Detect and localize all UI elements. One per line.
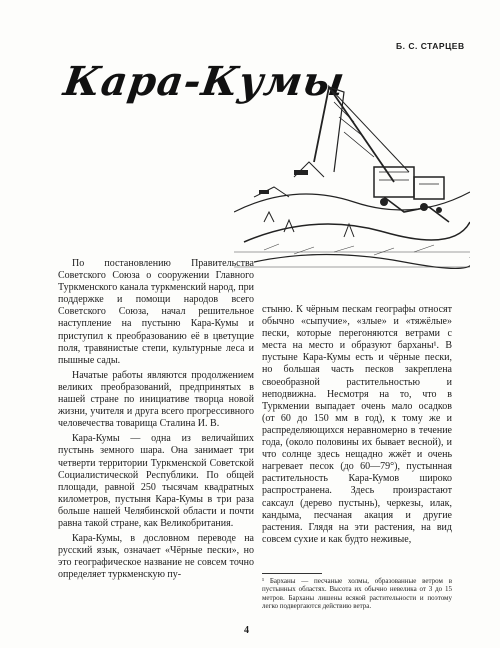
paragraph: По постановлению Правительства Советского Союза о сооружении Главного Туркменского канала туркменский народ, при поддержке и помощи народов всего Советского Союза, начал решительное наступление на пустыню Кара-Кумы и приступил к преобразованию её в цветущие поля, травянистые степи, культурные леса и пышные сады. <box>58 258 254 366</box>
footnote: ¹ Барханы — песчаные холмы, образованные ветром в пустынных областях. Высота их обычно невелика от 3 до 15 метров. Барханы лишены всякой растительности и поэтому легко подвергаются действию ветра. <box>262 577 452 611</box>
text-column-left <box>58 258 254 584</box>
paragraph: Начатые работы являются продолжением великих преобразований, предпринятых в нашей стране по инициативе творца новой жизни, учителя и друга всего прогрессивного человечества товарища Сталина И. В. <box>58 369 254 430</box>
paragraph: стыню. К чёрным пескам географы относят обычно «сыпучие», «злые» и «тяжёлые» пески, которые перегоняются ветрами с места на место и образуют барханы¹. В пустыне Кара-Кумы есть и чёрные пески, но большая часть песков закреплена своеобразной растительностью и неподвижна. Несмотря на то, что в Туркмении выпадает очень мало осадков (от 60 до 150 мм в год), к тому же и распределяющихся неравномерно в течение года, (около половины их бывает весной), и что солнце здесь нещадно жжёт и очень нагревает песок (до 60—79°), пустынная растительность Кара-Кумов широко распространена. Здесь произрастают саксаул (дерево пустынь), черкезы, илак, кандыма, песчаная акация и другие растения. Глядя на эти растения, на вид совсем сухие и как будто неживые, <box>262 304 452 545</box>
page-number: 4 <box>244 625 249 636</box>
paragraph: Кара-Кумы — одна из величайших пустынь земного шара. Она занимает три четверти территории Туркменской Советской Социалистической Республики. По общей площади, равной 250 тысячам квадратных километров, пустыня Кара-Кумы в три раза больше нашей Челябинской области и почти равна такой стране, как Великобритания. <box>58 433 254 529</box>
author-name: Б. С. СТАРЦЕВ <box>396 41 465 51</box>
text-column-right <box>262 304 452 549</box>
article-title: Кара-Кумы <box>60 58 349 105</box>
desert-construction-illustration <box>234 62 470 282</box>
footnote-divider <box>262 573 322 574</box>
paragraph: Кара-Кумы, в дословном переводе на русский язык, означает «Чёрные пески», но это географическое название не совсем точно определяет туркменскую пу- <box>58 533 254 581</box>
